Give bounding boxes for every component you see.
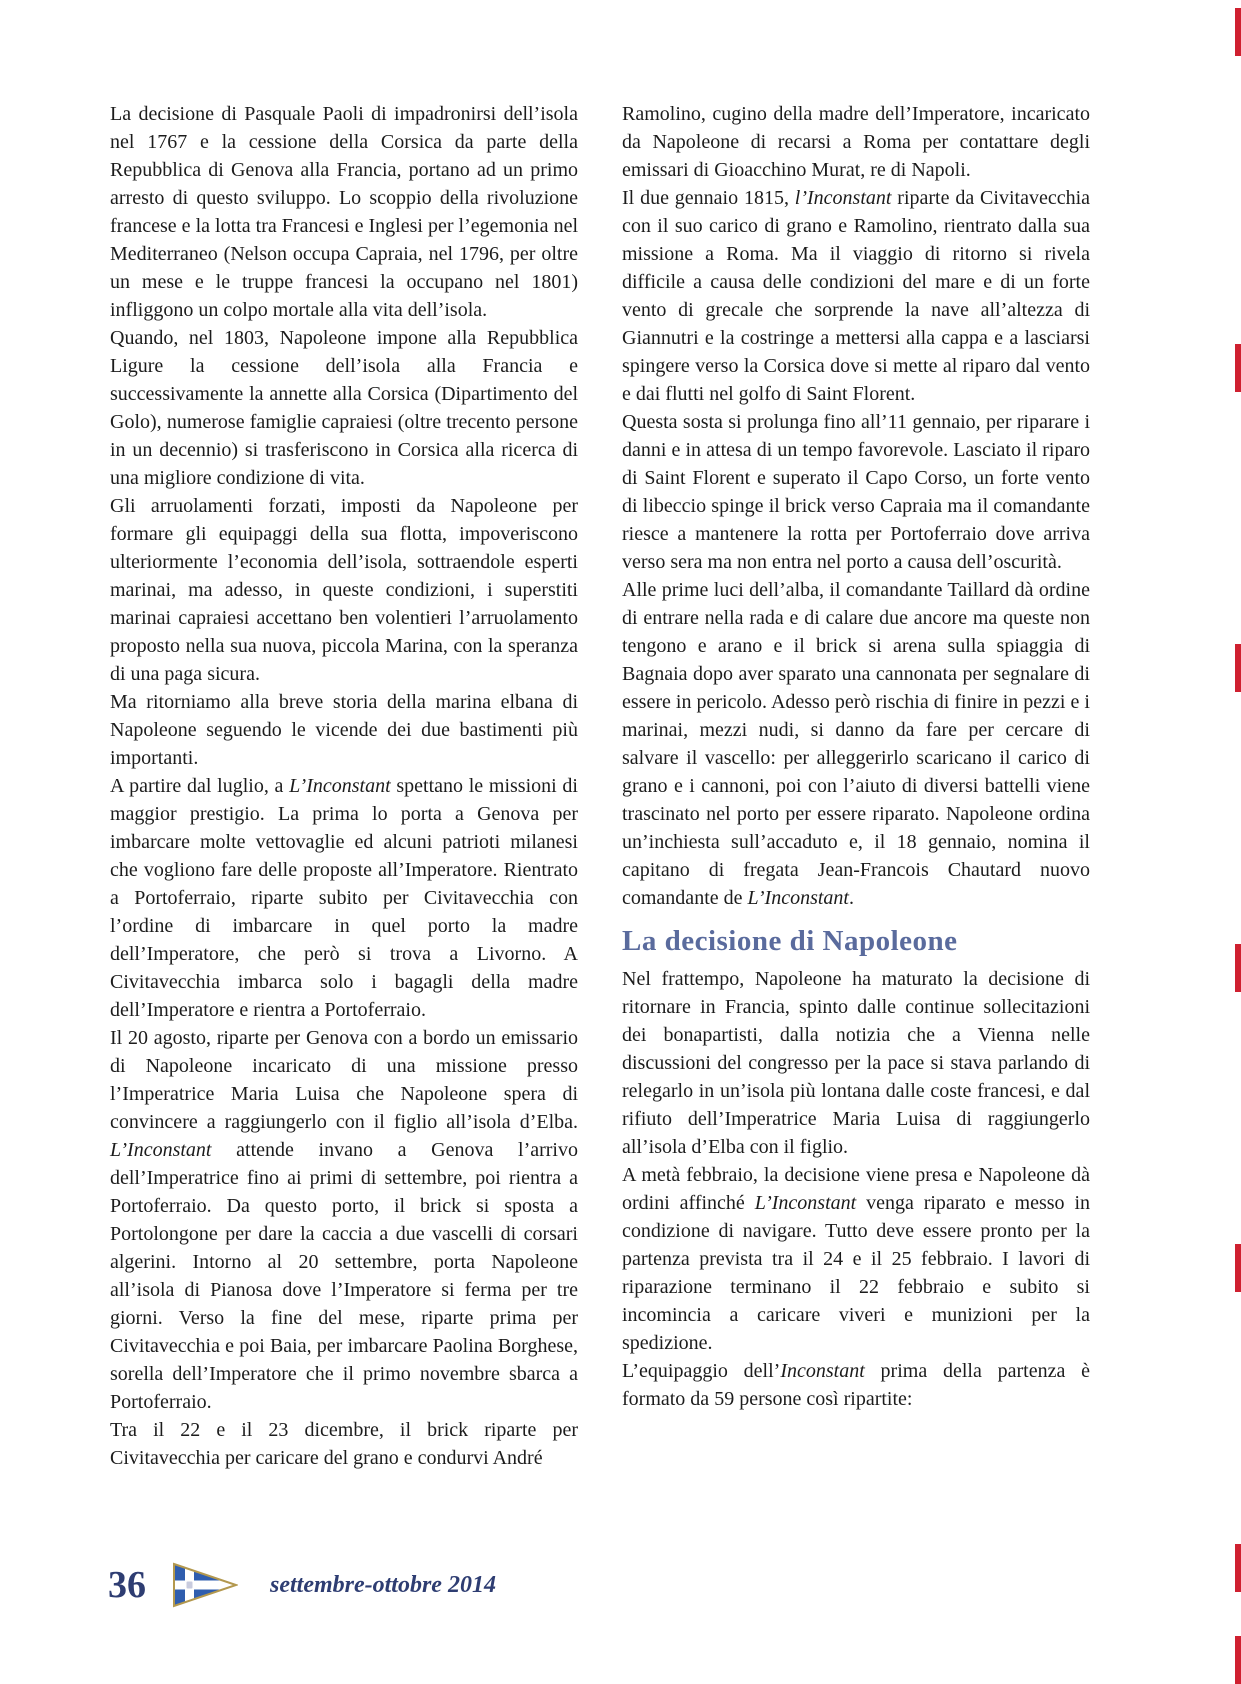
paragraph: Il due gennaio 1815, l’Inconstant riparte da Civitavecchia con il suo carico di grano e Ramolino, rientrato dalla sua missione a Roma. Ma il viaggio di ritorno si rivela difficile a causa delle condizioni del mare e di un forte vento di grecale che sorprende la nave all’altezza di Giannutri e la costringe a mettersi alla cappa e a lasciarsi spingere verso la Corsica dove si mette al riparo dal vento e dai flutti nel golfo di Saint Florent. <box>622 187 1091 405</box>
page-number: 36 <box>108 1564 146 1606</box>
paragraph: L’equipaggio dell’Inconstant prima della partenza è formato da 59 persone così ripartite: <box>622 1360 1091 1410</box>
paragraph: Nel frattempo, Napoleone ha maturato la decisione di ritornare in Francia, spinto dalle continue sollecitazioni dei bonapartisti, dalla notizia che a Vienna nelle discussioni del congresso per la pace si stava parlando di relegarlo in un’isola più lontana dalle coste francesi, e dal rifiuto dell’Imperatrice Maria Luisa di raggiungerlo all’isola d’Elba con il figlio. <box>622 968 1090 1158</box>
paragraph: Tra il 22 e il 23 dicembre, il brick riparte per Civitavecchia per caricare del grano e condurvi André <box>110 1419 578 1469</box>
club-pennant-flag-icon <box>172 1562 238 1608</box>
article-body <box>110 100 1090 1472</box>
paragraph: A partire dal luglio, a L’Inconstant spettano le missioni di maggior prestigio. La prima lo porta a Genova per imbarcare molte vettovaglie ed alcuni patrioti milanesi che vogliono fare delle proposte all’Imperatore. Rientrato a Portoferraio, riparte subito per Civitavecchia con l’ordine di imbarcare in quel porto la madre dell’Imperatore, che però si trova a Livorno. A Civitavecchia imbarca solo i bagagli della madre dell’Imperatore e rientra a Portoferraio. <box>110 775 578 1021</box>
bleed-mark <box>1235 944 1241 992</box>
paragraph: Alle prime luci dell’alba, il comandante Taillard dà ordine di entrare nella rada e di calare due ancore ma queste non tengono e arano e il brick si arena sulla spiaggia di Bagnaia dopo aver sparato una cannonata per segnalare di essere in pericolo. Adesso però rischia di finire in pezzi e i marinai, mezzi nudi, si danno da fare per cercare di salvare il vascello: per alleggerirlo scaricano il carico di grano e i cannoni, poi con l’aiuto di diversi battelli viene trascinato nel porto per essere riparato. Napoleone ordina un’inchiesta sull’accaduto e, il 18 gennaio, nomina il capitano di fregata Jean-Francois Chautard nuovo comandante de L’Inconstant. <box>622 579 1090 909</box>
page-footer <box>108 1562 496 1608</box>
section-heading: La decisione di Napoleone <box>622 925 958 957</box>
bleed-mark <box>1235 8 1241 56</box>
bleed-mark <box>1235 1636 1241 1684</box>
paragraph: Quando, nel 1803, Napoleone impone alla Repubblica Ligure la cessione dell’isola alla Francia e successivamente la annette alla Corsica (Dipartimento del Golo), numerose famiglie capraiesi (oltre trecento persone in un decennio) si trasferiscono in Corsica alla ricerca di una migliore condizione di vita. <box>110 327 578 489</box>
paragraph: Gli arruolamenti forzati, imposti da Napoleone per formare gli equipaggi della sua flotta, impoveriscono ulteriormente l’economia dell’isola, sottraendole esperti marinai, ma adesso, in queste condizioni, i superstiti marinai capraiesi accettano ben volentieri l’arruolamento proposto nella sua nuova, piccola Marina, con la speranza di una paga sicura. <box>110 495 578 685</box>
text-column-left <box>110 100 578 1472</box>
issue-date: settembre-ottobre 2014 <box>270 1571 496 1598</box>
paragraph: Il 20 agosto, riparte per Genova con a bordo un emissario di Napoleone incaricato di una missione presso l’Imperatrice Maria Luisa che Napoleone spera di convincere a raggiungerlo con il figlio all’isola d’Elba. L’Inconstant attende invano a Genova l’arrivo dell’Imperatrice fino ai primi di settembre, poi rientra a Portoferraio. Da questo porto, il brick si sposta a Portolongone per dare la caccia a due vascelli di corsari algerini. Intorno al 20 settembre, porta Napoleone all’isola di Pianosa dove l’Imperatore si ferma per tre giorni. Verso la fine del mese, riparte prima per Civitavecchia e poi Baia, per imbarcare Paolina Borghese, sorella dell’Imperatore che il primo novembre sbarca a Portoferraio. <box>110 1027 578 1413</box>
paragraph: La decisione di Pasquale Paoli di impadronirsi dell’isola nel 1767 e la cessione della Corsica da parte della Repubblica di Genova alla Francia, portano ad un primo arresto di questo sviluppo. Lo scoppio della rivoluzione francese e la lotta tra Francesi e Inglesi per l’egemonia nel Mediterraneo (Nelson occupa Capraia, nel 1796, per oltre un mese e le truppe francesi la occupano nel 1801) infliggono un colpo mortale alla vita dell’isola. <box>110 103 578 321</box>
paragraph: Questa sosta si prolunga fino all’11 gennaio, per riparare i danni e in attesa di un tempo favorevole. Lasciato il riparo di Saint Florent e superato il Capo Corso, un forte vento di libeccio spinge il brick verso Capraia ma il comandante riesce a mantenere la rotta per Portoferraio dove arriva verso sera ma non entra nel porto a causa dell’oscurità. <box>622 411 1090 573</box>
bleed-mark <box>1235 1544 1241 1592</box>
text-column-right <box>622 100 1090 1472</box>
paragraph: Ramolino, cugino della madre dell’Imperatore, incaricato da Napoleone di recarsi a Roma per contattare degli emissari di Gioacchino Murat, re di Napoli. <box>622 103 1090 181</box>
bleed-mark <box>1235 1244 1241 1292</box>
paragraph: A metà febbraio, la decisione viene presa e Napoleone dà ordini affinché L’Inconstant venga riparato e messo in condizione di navigare. Tutto deve essere pronto per la partenza prevista tra il 24 e il 25 febbraio. I lavori di riparazione terminano il 22 febbraio e subito si incomincia a caricare viveri e munizioni per la spedizione. <box>622 1164 1091 1354</box>
bleed-mark <box>1235 644 1241 692</box>
bleed-mark <box>1235 344 1241 392</box>
paragraph: Ma ritorniamo alla breve storia della marina elbana di Napoleone seguendo le vicende dei due bastimenti più importanti. <box>110 691 578 769</box>
